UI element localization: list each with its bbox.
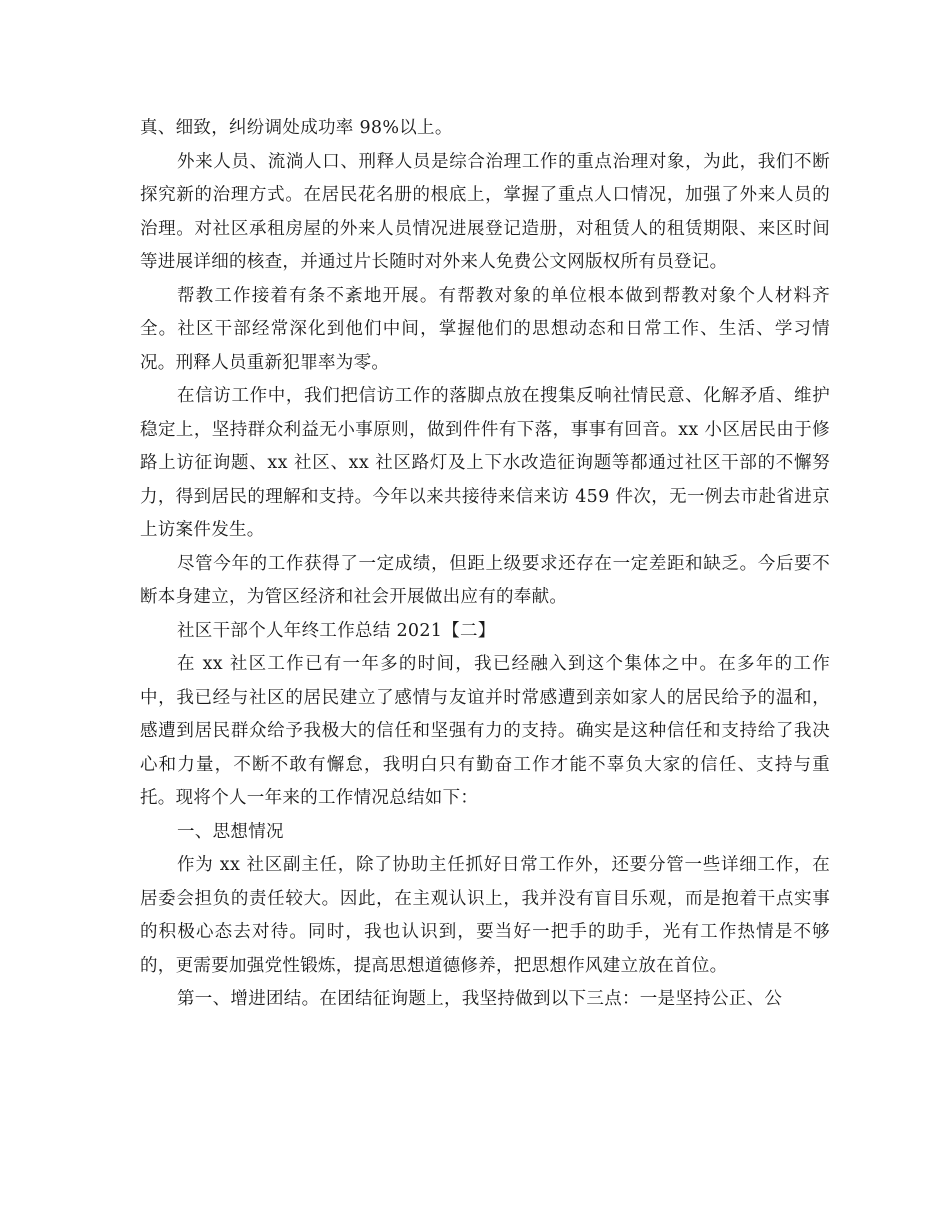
paragraph-unity: 第一、增进团结。在团结征询题上，我坚持做到以下三点：一是坚持公正、公: [177, 989, 783, 1009]
paragraph-assistance-education: 帮教工作接着有条不紊地开展。有帮教对象的单位根本做到帮教对象个人材料齐全。社区干部经常深化到他们中间，掌握他们的思想动态和日常工作、生活、学习情况。刑释人员重新犯罪率为零。: [140, 285, 830, 373]
document-body: [140, 112, 830, 1017]
paragraph-continuation: 真、细致，纠纷调处成功率 98%以上。: [140, 118, 453, 138]
section-title: 社区干部个人年终工作总结 2021【二】: [177, 620, 496, 641]
paragraph-thought-situation: 作为 xx 社区副主任，除了协助主任抓好日常工作外，还要分管一些详细工作，在居委会担负的责任较大。因此，在主观认识上，我并没有盲目乐观，而是抱着干点实事的积极心态去对待。同时，我也认识到，要当好一把手的助手，光有工作热情是不够的，更需要加强党性锻炼，提高思想道德修养，把思想作风建立放在首位。: [140, 855, 830, 976]
paragraph-introduction: 在 xx 社区工作已有一年多的时间，我已经融入到这个集体之中。在多年的工作中，我已经与社区的居民建立了感情与友谊并时常感遭到亲如家人的居民给予的温和，感遭到居民群众给予我极大的信任和坚强有力的支持。确实是这种信任和支持给了我决心和力量，不断不敢有懈怠，我明白只有勤奋工作才能不辜负大家的信任、支持与重托。现将个人一年来的工作情况总结如下：: [140, 654, 830, 808]
paragraph-migrant-management: 外来人员、流淌人口、刑释人员是综合治理工作的重点治理对象，为此，我们不断探究新的治理方式。在居民花名册的根底上，掌握了重点人口情况，加强了外来人员的治理。对社区承租房屋的外来人员情况进展登记造册，对租赁人的租赁期限、来区时间等进展详细的核查，并通过片长随时对外来人免费公文网版权所有员登记。: [140, 151, 830, 272]
paragraph-closing: 尽管今年的工作获得了一定成绩，但距上级要求还存在一定差距和缺乏。今后要不断本身建立，为管区经济和社会开展做出应有的奉献。: [140, 553, 830, 607]
subsection-heading: 一、思想情况: [177, 821, 284, 842]
paragraph-petition-work: 在信访工作中，我们把信访工作的落脚点放在搜集反响社情民意、化解矛盾、维护稳定上，坚持群众利益无小事原则，做到件件有下落，事事有回音。xx 小区居民由于修路上访征询题、xx 社区、xx 社区路灯及上下水改造征询题等都通过社区干部的不懈努力，得到居民的理解和支持。今年以来共接待来信来访 459 件次，无一例去市赴省进京上访案件发生。: [140, 386, 830, 540]
